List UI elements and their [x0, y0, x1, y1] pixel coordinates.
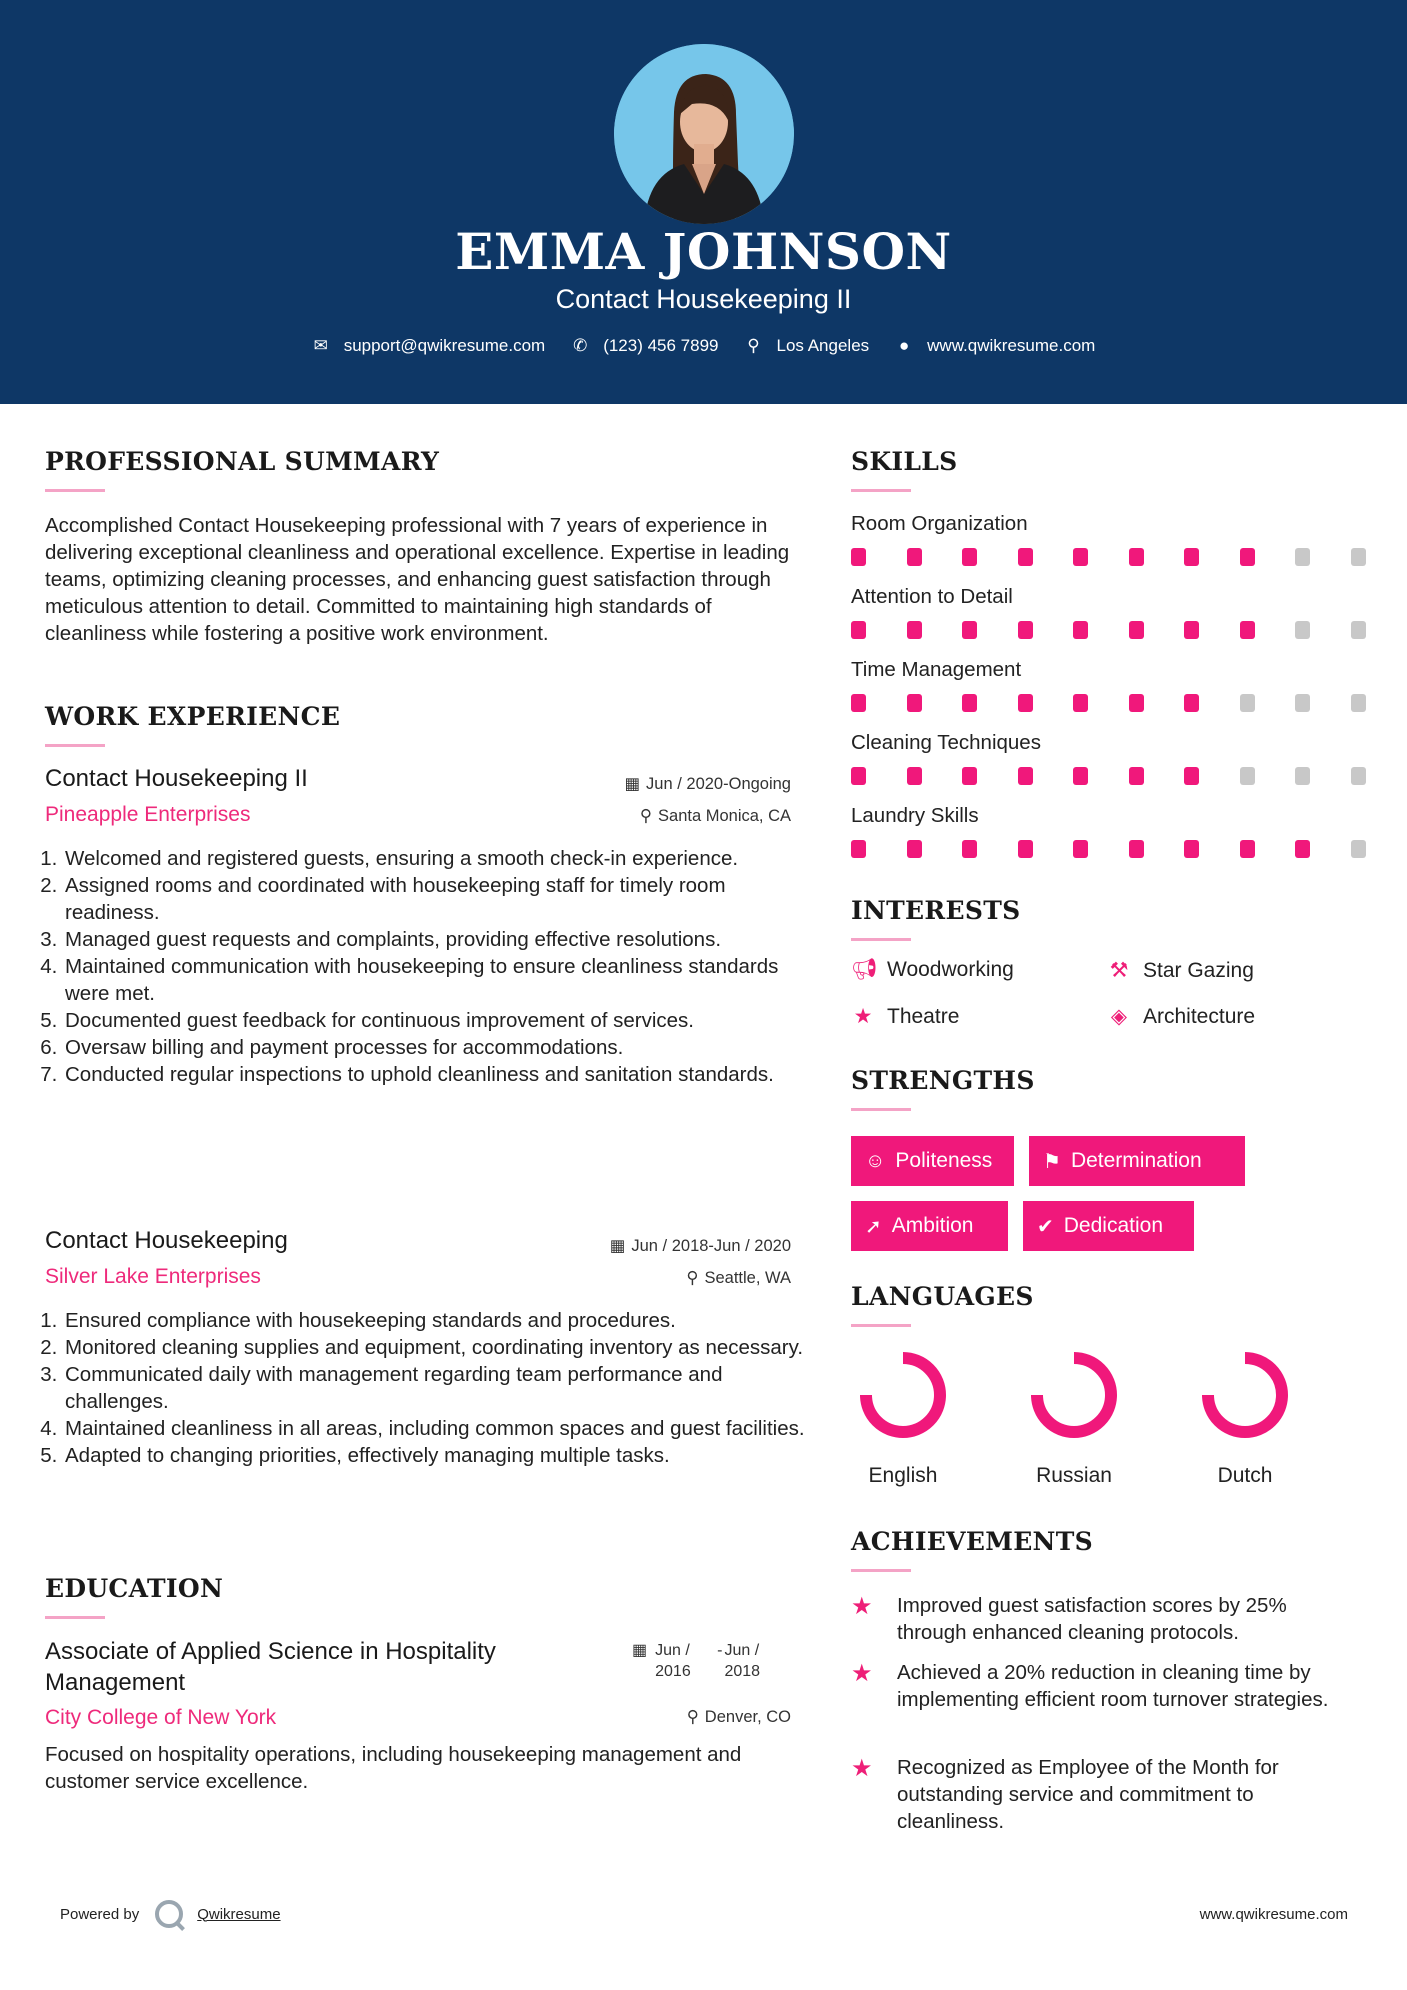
strength-label: Determination — [1070, 1149, 1202, 1172]
list-item: 5. Documented guest feedback for continuous improvement of services. — [63, 1007, 813, 1034]
skills-underline — [851, 489, 911, 492]
rating-dot-empty — [1351, 694, 1366, 712]
job-duties-list — [45, 845, 813, 1088]
rating-dot-filled — [1129, 548, 1144, 566]
strength-label: Politeness — [895, 1149, 993, 1172]
rating-dot-filled — [907, 694, 922, 712]
list-item: 3. Managed guest requests and complaints, providing effective resolutions. — [63, 926, 813, 953]
rating-dot-empty — [1295, 548, 1310, 566]
company-name: Pineapple Enterprises — [45, 803, 251, 826]
strength-label: Ambition — [891, 1214, 974, 1237]
map-pin-icon: ⚲ — [747, 336, 760, 355]
skill-name: Room Organization — [851, 512, 1028, 535]
location-text: Los Angeles — [776, 336, 870, 355]
phone-icon: ✆ — [573, 336, 588, 355]
rating-dot-filled — [907, 621, 922, 639]
rating-dot-filled — [851, 548, 866, 566]
candidate-name: EMMA JOHNSON — [455, 222, 952, 281]
summary-underline — [45, 489, 105, 492]
shooting-star-icon: ★ — [851, 1593, 873, 1620]
rating-dot-filled — [907, 548, 922, 566]
languages-underline — [851, 1324, 911, 1327]
rating-dot-filled — [1018, 548, 1033, 566]
list-item: 4. Maintained communication with housekeeping to ensure cleanliness standards were met. — [63, 953, 813, 1007]
qwikresume-logo-icon — [155, 1900, 183, 1928]
bullhorn-icon: 📢︎ — [851, 958, 878, 981]
rating-dot-filled — [907, 767, 922, 785]
contact-location — [745, 336, 870, 356]
rating-dot-filled — [1240, 840, 1255, 858]
interest-item — [851, 958, 1014, 982]
summary-text: Accomplished Contact Housekeeping professional with 7 years of experience in delivering exceptional cleanliness and operational excellence. Expertise in leading teams, optimizing cleaning processes, and enhancing guest satisfaction through meticulous attention to detail. Committed to maintaining high standards of cleanliness while fostering a positive work environment. — [45, 514, 790, 645]
language-progress-ring — [853, 1345, 953, 1445]
language-level-arc — [1208, 1358, 1282, 1432]
calendar-icon: ▦ — [609, 1237, 626, 1255]
pin-icon: ⚲ — [686, 1708, 699, 1726]
rating-dot-filled — [1018, 621, 1033, 639]
candidate-title: Contact Housekeeping II — [555, 284, 852, 314]
rating-dot-filled — [1073, 840, 1088, 858]
rating-dot-filled — [851, 694, 866, 712]
rating-dot-empty — [1295, 694, 1310, 712]
job-dates-text: Jun / 2020-Ongoing — [646, 775, 791, 793]
interest-item — [851, 1004, 959, 1029]
education-underline — [45, 1616, 105, 1619]
education-heading: EDUCATION — [45, 1574, 224, 1603]
rating-dot-filled — [1073, 621, 1088, 639]
rocket-icon: ➚ — [865, 1215, 882, 1238]
rating-dot-filled — [1240, 621, 1255, 639]
rating-dot-filled — [1295, 840, 1310, 858]
job-dates — [624, 774, 791, 794]
achievement-item — [851, 1659, 1357, 1713]
experience-heading: WORK EXPERIENCE — [45, 702, 341, 731]
gavel-icon: ⚒ — [1109, 959, 1129, 982]
interest-label: Woodworking — [887, 958, 1014, 981]
contact-email[interactable] — [312, 336, 546, 356]
interest-label: Star Gazing — [1143, 958, 1254, 982]
pin-icon: ⚲ — [639, 807, 653, 825]
language-name: Dutch — [1217, 1464, 1273, 1487]
calendar-icon: ▦ — [632, 1642, 648, 1659]
strength-badge — [851, 1136, 1014, 1186]
language-progress-ring — [1195, 1345, 1295, 1445]
skill-name: Laundry Skills — [851, 804, 979, 827]
rating-dot-filled — [1129, 694, 1144, 712]
list-item: 5. Adapted to changing priorities, effectively managing multiple tasks. — [63, 1442, 813, 1469]
rating-dot-filled — [1240, 548, 1255, 566]
education-location — [687, 1707, 791, 1727]
resume-header — [0, 0, 1407, 404]
rating-dot-filled — [851, 767, 866, 785]
strength-label: Dedication — [1063, 1214, 1163, 1237]
language-name: English — [868, 1464, 938, 1487]
job-location-text: Seattle, WA — [704, 1269, 791, 1287]
phone-text: (123) 456 7899 — [603, 336, 719, 355]
achievement-text: Recognized as Employee of the Month for outstanding service and commitment to cleanliness. — [897, 1756, 1279, 1833]
list-item: 2. Assigned rooms and coordinated with housekeeping staff for timely room readiness. — [63, 872, 813, 926]
star-icon: ★ — [853, 1005, 873, 1028]
education-dates — [632, 1640, 784, 1682]
rating-dot-filled — [962, 621, 977, 639]
list-item: 2. Monitored cleaning supplies and equipment, coordinating inventory as necessary. — [63, 1334, 813, 1361]
powered-by-text: Powered by — [60, 1905, 140, 1923]
rating-dot-filled — [851, 621, 866, 639]
pin-icon: ⚲ — [686, 1269, 699, 1287]
contact-bar — [0, 336, 1407, 356]
contact-website[interactable] — [895, 336, 1095, 356]
rating-dot-empty — [1351, 767, 1366, 785]
languages-heading: LANGUAGES — [851, 1282, 1034, 1311]
rating-dot-filled — [907, 840, 922, 858]
envelope-icon: ✉ — [313, 336, 328, 355]
check-circle-icon: ✔ — [1037, 1215, 1054, 1238]
skill-name: Attention to Detail — [851, 585, 1013, 608]
strengths-heading: STRENGTHS — [851, 1066, 1035, 1095]
shooting-star-icon: ★ — [851, 1660, 873, 1687]
education-description: Focused on hospitality operations, including housekeeping management and customer service excellence. — [45, 1743, 742, 1793]
rating-dot-filled — [1129, 767, 1144, 785]
list-item: 1. Ensured compliance with housekeeping standards and procedures. — [63, 1307, 813, 1334]
ticket-icon: ◈ — [1110, 1005, 1128, 1028]
job-dates-text: Jun / 2018-Jun / 2020 — [631, 1237, 791, 1255]
education-end: Jun / 2018 — [724, 1642, 761, 1680]
smile-icon: ☺ — [865, 1149, 886, 1172]
experience-underline — [45, 744, 105, 747]
rating-dot-empty — [1240, 694, 1255, 712]
summary-heading: PROFESSIONAL SUMMARY — [45, 447, 440, 476]
strength-badge — [1023, 1201, 1194, 1251]
language-name: Russian — [1036, 1464, 1112, 1487]
rating-dot-filled — [1018, 840, 1033, 858]
language-level-arc — [866, 1358, 940, 1432]
rating-dot-filled — [962, 840, 977, 858]
degree-title: Associate of Applied Science in Hospitality Management — [45, 1638, 496, 1696]
calendar-icon: ▦ — [624, 775, 641, 793]
footer-branding — [60, 1900, 281, 1928]
achievement-text: Improved guest satisfaction scores by 25% through enhanced cleaning protocols. — [897, 1594, 1287, 1644]
rating-dot-filled — [1018, 694, 1033, 712]
brand-link[interactable]: Qwikresume — [197, 1905, 281, 1923]
rating-dot-filled — [1184, 548, 1199, 566]
rating-dot-empty — [1351, 548, 1366, 566]
job-location — [686, 1268, 791, 1288]
rating-dot-filled — [1184, 621, 1199, 639]
interest-label: Theatre — [887, 1004, 960, 1028]
profile-photo — [614, 44, 794, 224]
job-dates — [610, 1236, 791, 1256]
list-item: 7. Conducted regular inspections to uphold cleanliness and sanitation standards. — [63, 1061, 813, 1088]
job-title: Contact Housekeeping II — [45, 765, 308, 792]
interest-label: Architecture — [1143, 1004, 1256, 1028]
job-duties-list — [45, 1307, 813, 1469]
flag-icon: ⚑ — [1043, 1150, 1061, 1173]
language-progress-ring — [1024, 1345, 1124, 1445]
rating-dot-empty — [1351, 621, 1366, 639]
rating-dot-filled — [1073, 694, 1088, 712]
achievement-item — [851, 1592, 1357, 1646]
language-level-arc — [1037, 1358, 1111, 1432]
date-separator: - — [717, 1642, 723, 1659]
interests-heading: INTERESTS — [851, 896, 1021, 925]
strengths-underline — [851, 1108, 911, 1111]
rating-dot-filled — [851, 840, 866, 858]
list-item: 3. Communicated daily with management regarding team performance and challenges. — [63, 1361, 813, 1415]
education-start: Jun / 2016 — [655, 1642, 691, 1680]
list-item: 6. Oversaw billing and payment processes for accommodations. — [63, 1034, 813, 1061]
rating-dot-filled — [1184, 767, 1199, 785]
rating-dot-filled — [962, 767, 977, 785]
strength-badge — [1029, 1136, 1245, 1186]
list-item: 1. Welcomed and registered guests, ensuring a smooth check-in experience. — [63, 845, 813, 872]
education-location-text: Denver, CO — [704, 1708, 791, 1726]
rating-dot-filled — [1184, 694, 1199, 712]
globe-icon: ● — [899, 336, 910, 355]
website-text: www.qwikresume.com — [927, 336, 1096, 355]
rating-dot-filled — [962, 694, 977, 712]
rating-dot-filled — [1184, 840, 1199, 858]
job-location — [640, 806, 791, 826]
skills-heading: SKILLS — [851, 447, 958, 476]
achievement-item — [851, 1754, 1357, 1835]
company-name: Silver Lake Enterprises — [45, 1265, 261, 1288]
job-title: Contact Housekeeping — [45, 1227, 288, 1254]
person-silhouette-icon — [614, 44, 794, 224]
email-text: support@qwikresume.com — [343, 336, 546, 355]
rating-dot-filled — [1129, 840, 1144, 858]
rating-dot-filled — [1018, 767, 1033, 785]
skill-name: Cleaning Techniques — [851, 731, 1041, 754]
interests-underline — [851, 938, 911, 941]
rating-dot-empty — [1240, 767, 1255, 785]
school-name: City College of New York — [45, 1706, 277, 1729]
achievements-heading: ACHIEVEMENTS — [851, 1527, 1093, 1556]
footer-site-link[interactable]: www.qwikresume.com — [1199, 1906, 1348, 1923]
rating-dot-empty — [1295, 621, 1310, 639]
rating-dot-filled — [962, 548, 977, 566]
rating-dot-filled — [1073, 767, 1088, 785]
strength-badge — [851, 1201, 1008, 1251]
interest-item — [1107, 1004, 1255, 1029]
achievements-underline — [851, 1569, 911, 1572]
rating-dot-filled — [1129, 621, 1144, 639]
interest-item — [1107, 958, 1254, 983]
rating-dot-empty — [1351, 840, 1366, 858]
skill-name: Time Management — [851, 658, 1022, 681]
contact-phone[interactable] — [571, 336, 718, 356]
job-location-text: Santa Monica, CA — [658, 807, 791, 825]
rating-dot-filled — [1073, 548, 1088, 566]
shooting-star-icon: ★ — [851, 1755, 873, 1782]
achievement-text: Achieved a 20% reduction in cleaning time by implementing efficient room turnover strategies. — [897, 1661, 1329, 1711]
rating-dot-empty — [1295, 767, 1310, 785]
list-item: 4. Maintained cleanliness in all areas, including common spaces and guest facilities. — [63, 1415, 813, 1442]
